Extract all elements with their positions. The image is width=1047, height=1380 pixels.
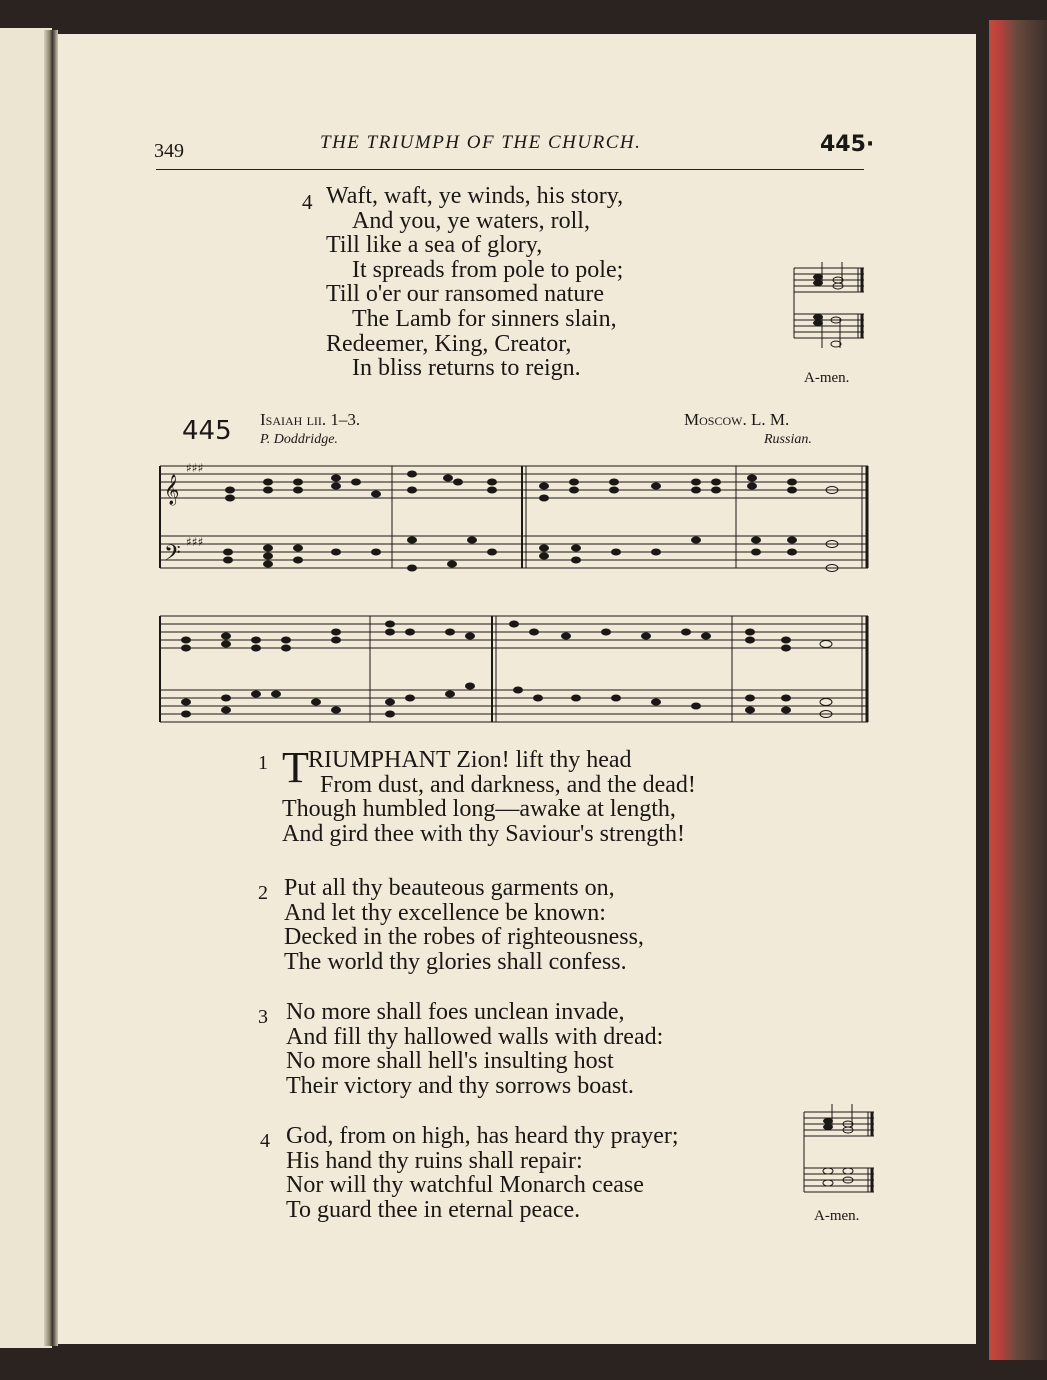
- verse-line: It spreads from pole to pole;: [352, 256, 624, 283]
- verse-line: To guard thee in eternal peace.: [286, 1196, 581, 1223]
- verse-line: Their victory and thy sorrows boast.: [286, 1072, 634, 1099]
- verse-line: No more shall foes unclean invade,: [286, 999, 625, 1025]
- verse-line: The world thy glories shall confess.: [284, 948, 627, 975]
- verse-line: Till o'er our ransomed nature: [326, 281, 605, 308]
- stanza-number: 1: [258, 752, 268, 774]
- verse-line: Waft, waft, ye winds, his story,: [326, 183, 624, 209]
- amen-staff-top: [792, 262, 872, 362]
- stanza-1: [282, 743, 696, 847]
- page-number: 349: [154, 140, 184, 162]
- stanza-number: 3: [258, 1006, 268, 1028]
- verse-line: No more shall hell's insulting host: [286, 1048, 614, 1075]
- amen-staff-bottom: [802, 1104, 882, 1204]
- svg-text:𝄞: 𝄞: [164, 475, 180, 505]
- verse-line: Though humbled long—awake at length,: [282, 796, 676, 823]
- book-gutter: [44, 30, 58, 1346]
- stanza-4: [286, 1124, 679, 1222]
- stanza-number: 2: [258, 882, 268, 904]
- verse-line: Put all thy beauteous garments on,: [284, 875, 615, 901]
- hymn-number-header: 445·: [820, 132, 875, 157]
- running-title: THE TRIUMPH OF THE CHURCH.: [320, 132, 642, 153]
- verse-line: Nor will thy watchful Monarch cease: [286, 1172, 644, 1199]
- verse-line: And gird thee with thy Saviour's strength!: [282, 820, 685, 847]
- stanza-2: [284, 876, 644, 974]
- header-rule: [156, 169, 864, 170]
- verse-line: Till like a sea of glory,: [326, 232, 543, 259]
- scripture-reference: Isaiah lii. 1–3.: [260, 410, 361, 429]
- verse-line: And let thy excellence be known:: [284, 899, 606, 926]
- verse-line: God, from on high, has heard thy prayer;: [286, 1123, 679, 1149]
- hymnal-page: [58, 34, 976, 1344]
- music-score-system-2: [156, 604, 876, 724]
- hymn-number: 445: [182, 416, 232, 446]
- stanza-number: 4: [260, 1130, 270, 1152]
- verse-line: And you, ye waters, roll,: [352, 207, 590, 234]
- drop-cap: T: [282, 743, 309, 792]
- prev-stanza: [326, 184, 623, 381]
- amen-label-top: A-men.: [804, 370, 850, 386]
- author: P. Doddridge.: [260, 432, 338, 447]
- amen-label-bottom: A-men.: [814, 1208, 860, 1224]
- verse-line: The Lamb for sinners slain,: [352, 305, 617, 332]
- tune-source: Russian.: [764, 432, 812, 447]
- stanza-3: [286, 1000, 663, 1098]
- svg-text:𝄢: 𝄢: [164, 541, 181, 571]
- verse-line: From dust, and darkness, and the dead!: [320, 771, 696, 798]
- music-score-system-1: [156, 454, 876, 584]
- prev-stanza-number: 4: [302, 190, 313, 214]
- verse-line: And fill thy hallowed walls with dread:: [286, 1023, 664, 1050]
- verse-line: His hand thy ruins shall repair:: [286, 1147, 583, 1174]
- verse-line: In bliss returns to reign.: [352, 355, 581, 382]
- tune-name: Moscow. L. M.: [684, 410, 790, 429]
- verse-line: Decked in the robes of righteousness,: [284, 924, 644, 951]
- book-cover-edge: [989, 20, 1047, 1360]
- svg-text:♯♯♯: ♯♯♯: [186, 461, 204, 475]
- verse-line: Redeemer, King, Creator,: [326, 330, 572, 357]
- verse-line: RIUMPHANT Zion! lift thy head: [308, 747, 632, 773]
- svg-text:♯♯♯: ♯♯♯: [186, 535, 204, 549]
